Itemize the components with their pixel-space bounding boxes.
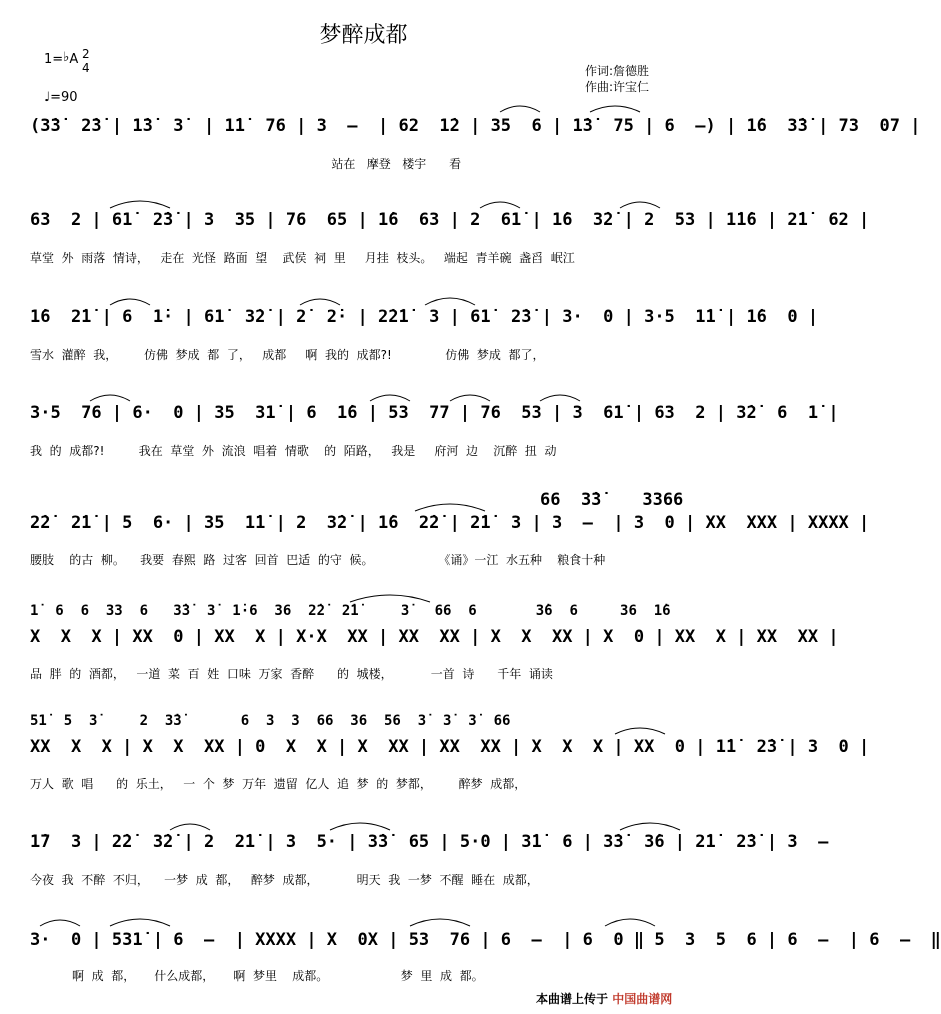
- lyrics-row-4: 我 的 成都?! 我在 草堂 外 流浪 唱着 情歌 的 陌路， 我是 府河 边 沉醉 扭 动: [30, 444, 557, 458]
- lyrics-row-2: 草堂 外 雨落 情诗， 走在 光怪 路面 望 武侯 祠 里 月挂 枝头。 端起 青羊碗 盏舀 岷江: [30, 251, 575, 265]
- page-title: 梦醉成都: [319, 23, 408, 48]
- lyrics-row-7: 万人 歌 唱 的 乐土， 一 个 梦 万年 遗留 亿人 追 梦 的 梦都， 醉梦 成都，: [30, 777, 527, 791]
- notation-row-9: 3· 0 | 531̇ | 6 – | XXXX | X 0X | 53 76 | 6 – | 6 0 ‖ 5 3 5 6 | 6 – | 6 – ‖: [30, 930, 941, 950]
- upload-footer: 本曲谱上传于 中国曲谱网: [536, 992, 673, 1006]
- upper-notes-row-5: 66 3̇3̇ 3366: [540, 490, 684, 510]
- lyrics-row-6: 品 胖 的 酒都， 一道 菜 百 姓 口味 万家 香醉 的 城楼， 一首 诗 千年 诵读: [30, 667, 553, 681]
- notation-row-1: (3̇3̇ 2̇3̇ | 1̇3̇ 3̇ | 1̇1̇ 76 | 3 – | 62 1̇2 | 35 6 | 1̇3̇ 75 | 6 –) | 1̇6 3̇3̇ | 73 07 |: [30, 116, 921, 136]
- notation-row-4: 3·5 76 | 6· 0 | 35 31̇ | 6 1̇6 | 53 77 | 76 53 | 3 61̇ | 63 2 | 3̇2̇ 6 1̇ |: [30, 403, 839, 423]
- notation-row-3: 1̇6 2̇1̇ | 6 1̇· | 61̇ 3̇2̇ | 2̇ 2̇· | 2̇2̇1̇ 3 | 61̇ 2̇3̇ | 3· 0 | 3·5 1̇1̇ | 1̇6 0 |: [30, 307, 819, 327]
- site-logo: 中国曲谱网: [612, 992, 673, 1006]
- lyrics-row-5: 腰肢 的古 柳。 我要 春熙 路 过客 回首 巴适 的守 候。 《诵》一江 水五种 粮食十种: [30, 553, 606, 567]
- slurs-row-2: [30, 194, 870, 234]
- tempo-mark: ♩=90: [44, 90, 78, 105]
- slurs-row-4: [30, 387, 839, 427]
- lyrics-row-3: 雪水 灌醉 我， 仿佛 梦成 都 了， 成都 啊 我的 成都?! 仿佛 梦成 都了，: [30, 348, 545, 362]
- slurs-row-6: [30, 588, 695, 628]
- notation-row-6: X X X | XX 0 | XX X | X·X XX | XX XX | X X XX | X 0 | XX X | XX XX |: [30, 627, 839, 647]
- credits: [585, 63, 649, 95]
- composer: 作曲:许宝仁: [585, 80, 650, 94]
- key-signature: 1=♭A 2 4: [44, 47, 90, 75]
- lyricist: 作词:詹德胜: [585, 64, 650, 78]
- upper-notes-row-6: 1̇ 6 6 33 6 3̇3̇ 3̇ 1̇·6 36 2̇2̇ 2̇1̇ 3̇ 66 6 3̇6 6 36 1̇6: [30, 603, 671, 619]
- notation-row-8: 1̇7 3 | 2̇2̇ 3̇2̇ | 2 2̇1̇ | 3 5· | 3̇3̇ 65 | 5·0 | 3̇1̇ 6 | 3̇3̇ 3̇6 | 2̇1̇ 2̇3̇ | 3 –: [30, 832, 839, 852]
- slurs-row-9: [30, 912, 941, 952]
- notation-row-7: XX X X | X X XX | 0 X X | X XX | XX XX | X X X | XX 0 | 1̇1̇ 2̇3̇ | 3 0 |: [30, 737, 870, 757]
- lyrics-row-1: 站在 摩登 楼宇 看: [30, 157, 462, 171]
- notation-row-5: 2̇2̇ 2̇1̇ | 5 6· | 35 1̇1̇ | 2 3̇2̇ | 1̇6 2̇2̇ | 2̇1̇ 3 | 3 – | 3 0 | XX XXX | XXXX |: [30, 513, 870, 533]
- slurs-row-5: [30, 497, 870, 537]
- notation-row-2: 63 2 | 61̇ 2̇3̇ | 3 35 | 76 65 | 1̇6 63 | 2 61̇ | 1̇6 3̇2̇ | 2 53 | 1̇1̇6 | 2̇1̇ 62 |: [30, 210, 870, 230]
- slurs-row-7: [30, 720, 870, 760]
- slurs-row-8: [30, 816, 839, 856]
- lyrics-row-8: 今夜 我 不醉 不归， 一梦 成 都， 醉梦 成都， 明天 我 一梦 不醒 睡在 成都，: [30, 873, 539, 887]
- slurs-row-3: [30, 291, 819, 331]
- upper-notes-row-7: 51̇ 5 3̇ 2 3̇3̇ 6 3 3 66 36 56 3̇ 3̇ 3̇ 66: [30, 713, 511, 729]
- lyrics-row-9: 啊 成 都， 什么成都， 啊 梦里 成都。 梦 里 成 都。: [30, 969, 484, 983]
- slurs-row-1: [30, 100, 921, 140]
